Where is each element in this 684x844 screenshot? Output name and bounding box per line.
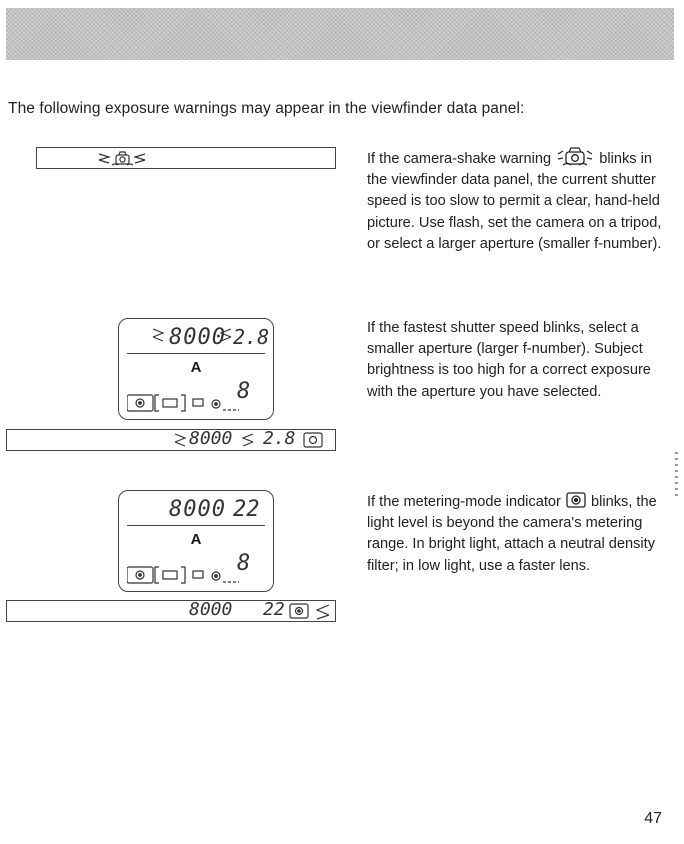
page-number: 47 [644, 810, 662, 827]
aperture-readout: 22 [233, 497, 260, 522]
shutter-speed-readout: 8000 [189, 599, 233, 620]
shutter-speed-readout: 8000 [169, 497, 226, 522]
page-edge-mark [674, 452, 680, 500]
warning-shake-text: If the camera-shake warning blinks in the viewfinder data panel, the current shutter speed is too slow to permit a clear, hand-held picture. Use flash, set the camera on a tripod, or select a larger aperture (smaller f-number). [367, 146, 673, 255]
lcd-panel-metering-range [118, 490, 274, 592]
camera-shake-icon [37, 148, 337, 168]
frame-counter: 8 [237, 379, 251, 404]
frame-counter: 8 [237, 551, 251, 576]
data-panel-strip-shake [36, 147, 336, 169]
warning-metering-text: If the metering-mode indicator blinks, the light level is beyond the camera's metering range. In bright light, attach a neutral density filter; in low light, use a faster lens. [367, 490, 673, 577]
metering-mode-icon [565, 490, 587, 510]
data-panel-strip-metering-range [6, 600, 336, 622]
aperture-readout: 22 [263, 599, 285, 620]
shutter-speed-readout: 8000 [169, 325, 226, 350]
header-banner [6, 8, 674, 60]
exposure-mode: A [190, 531, 202, 548]
camera-shake-icon [555, 146, 595, 168]
intro-text: The following exposure warnings may appear in the viewfinder data panel: [8, 100, 525, 117]
shutter-speed-readout: 8000 [189, 428, 233, 449]
exposure-mode: A [190, 359, 202, 376]
metering-mode-icon [7, 601, 337, 621]
lcd-panel-fastest-speed [118, 318, 274, 420]
aperture-readout: 2.8 [263, 428, 296, 449]
data-panel-strip-fastest-speed [6, 429, 336, 451]
aperture-readout: 2.8 [233, 325, 270, 349]
warning-fastest-speed-text: If the fastest shutter speed blinks, select a smaller aperture (larger f-number). Subject brightness is too high for a correct exposure with the aperture you have selected. [367, 320, 651, 400]
